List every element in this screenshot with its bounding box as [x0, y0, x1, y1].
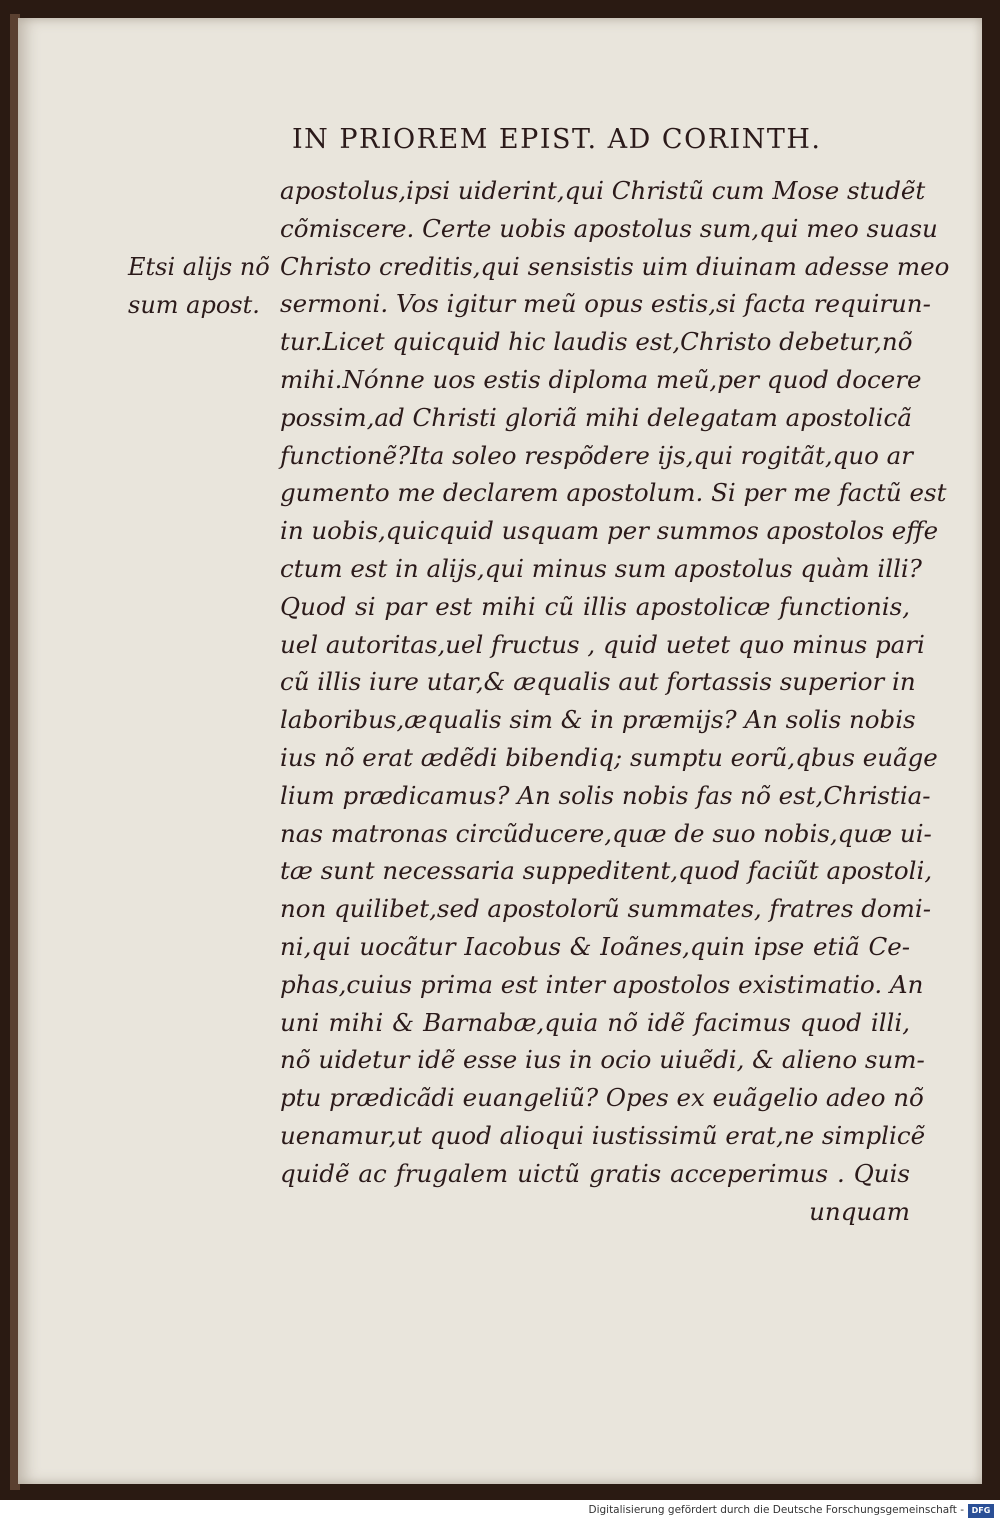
text-line: cũ illis iure utar,& æqualis aut fortassis superior in [280, 667, 916, 697]
running-header: IN PRIOREM EPIST. AD CORINTH. [292, 124, 822, 155]
text-line: Quod si par est mihi cũ illis apostolicæ functionis, [280, 591, 910, 621]
text-line: non quilibet,sed apostolorũ summates, fratres domi- [280, 894, 931, 924]
text-line: uni mihi & Barnabæ,quia nõ idẽ facimus quod illi, [280, 1007, 910, 1037]
dfg-logo: DFG [968, 1504, 994, 1518]
text-line: cõmiscere. Certe uobis apostolus sum,qui meo suasu [280, 213, 938, 243]
text-line: in uobis,quicquid usquam per summos apostolos effe [280, 516, 939, 546]
marginal-note-line: sum apost. [128, 291, 260, 319]
text-line: possim,ad Christi gloriã mihi delegatam apostolicã [280, 402, 912, 432]
text-line: mihi.Nónne uos estis diploma meũ,per quod docere [280, 364, 922, 394]
text-line: nas matronas circũducere,quæ de suo nobis,quæ ui- [280, 818, 932, 848]
text-line: apostolus,ipsi uiderint,qui Christũ cum Mose studẽt [280, 176, 926, 205]
text-line: ius nõ erat ædẽdi bibendiq; sumptu eorũ,qbus euãge [280, 742, 938, 772]
text-line: uenamur,ut quod alioqui iustissimũ erat,ne simplicẽ [280, 1120, 926, 1150]
text-line: ni,qui uocãtur Iacobus & Ioãnes,quin ipse etiã Ce- [280, 931, 910, 961]
text-line: ptu prædicãdi euangeliũ? Opes ex euãgelio adeo nõ [280, 1083, 924, 1113]
text-line: phas,cuius prima est inter apostolos existimatio. An [280, 969, 924, 999]
text-line: Christo creditis,qui sensistis uim diuinam adesse meo [280, 251, 950, 281]
funding-credit: Digitalisierung gefördert durch die Deutsche Forschungsgemeinschaft - [588, 1504, 964, 1516]
text-line: quidẽ ac frugalem uictũ gratis acceperimus . Quis [280, 1158, 910, 1188]
marginal-note-line: Etsi alijs nõ [128, 253, 270, 281]
text-line: nõ uidetur idẽ esse ius in ocio uiuẽdi, & alieno sum- [280, 1045, 925, 1075]
text-line: tæ sunt necessaria suppeditent,quod faciũt apostoli, [280, 856, 933, 886]
text-line: lium prædicamus? An solis nobis fas nõ est,Christia- [280, 780, 931, 810]
marginal-note [128, 248, 278, 324]
text-line: functionẽ?Ita soleo respõdere ijs,qui rogitãt,quo ar [280, 440, 913, 470]
text-line: sermoni. Vos igitur meũ opus estis,si facta requirun- [280, 289, 931, 319]
text-line: gumento me declarem apostolum. Si per me factũ est [280, 478, 947, 508]
body-text [280, 172, 950, 1230]
text-line: laboribus,æqualis sim & in præmijs? An solis nobis [280, 705, 916, 735]
text-line: tur.Licet quicquid hic laudis est,Christo debetur,nõ [280, 327, 913, 357]
catchword: unquam [809, 1196, 910, 1226]
text-line: uel autoritas,uel fructus , quid uetet quo minus pari [280, 629, 925, 659]
footer-bar [0, 1500, 1000, 1524]
text-line: ctum est in alijs,qui minus sum apostolus quàm illi? [280, 553, 922, 583]
